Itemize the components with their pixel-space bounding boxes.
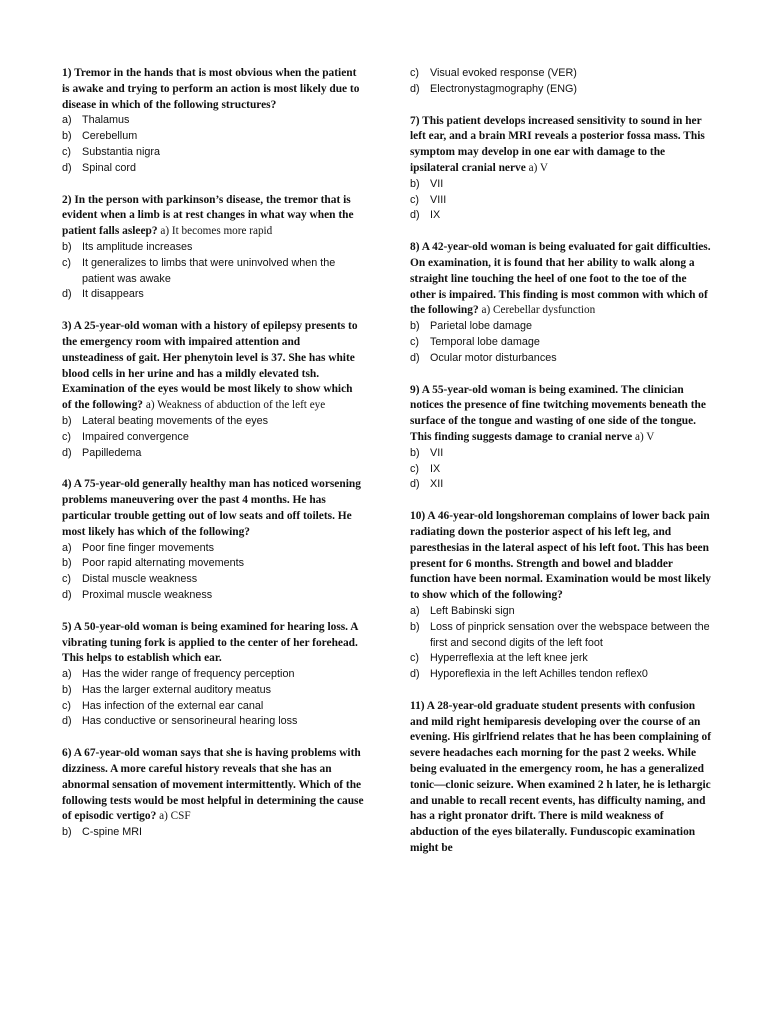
answer-option: b) Its amplitude increases (62, 240, 193, 253)
question-9 (410, 383, 712, 494)
answer-option: b) Has the larger external auditory meatus (62, 683, 272, 696)
answer-option: a) Thalamus (62, 114, 130, 127)
question-11 (410, 699, 712, 857)
answer-option: c) Has infection of the external ear canal (62, 699, 264, 712)
answer-option: d) Ocular motor disturbances (410, 351, 557, 364)
answer-options (410, 446, 712, 493)
answer-options (62, 825, 364, 841)
question-stem: 6) A 67-year-old woman says that she is having problems with dizziness. A more careful history reveals that she has an abnormal sensation of movement intermittently. Which of the following tests would be most helpful in determining the cause of episodic vertigo? a) CSF (62, 747, 364, 823)
question-1 (62, 66, 364, 177)
answer-option: d) Spinal cord (62, 161, 137, 174)
right-column (410, 66, 712, 873)
answer-option: c) Impaired convergence (62, 430, 189, 443)
question-6-continued (410, 66, 712, 98)
answer-option: d) Has conductive or sensorineural hearing loss (62, 715, 298, 728)
question-7 (410, 114, 712, 225)
question-10 (410, 509, 712, 683)
answer-option: c) Visual evoked response (VER) (410, 67, 577, 79)
inline-answer-option: a) Weakness of abduction of the left eye (145, 399, 326, 412)
question-3 (62, 319, 364, 461)
inline-answer-option: a) V (635, 430, 655, 443)
answer-options (62, 240, 364, 303)
answer-options (410, 66, 712, 98)
answer-options (62, 113, 364, 176)
answer-option: c) Distal muscle weakness (62, 573, 198, 586)
answer-option: c) Hyperreflexia at the left knee jerk (410, 652, 588, 665)
answer-option: d) Electronystagmography (ENG) (410, 82, 578, 95)
answer-option: d) Papilledema (62, 446, 142, 459)
answer-option: d) It disappears (62, 288, 144, 301)
question-stem: 9) A 55-year-old woman is being examined. The clinician notices the presence of fine twitching movements beneath the surface of the tongue and wasting of one side of the tongue. This finding suggests damage to cranial nerve a) V (410, 383, 706, 443)
answer-option: d) Hyporeflexia in the left Achilles tendon reflex0 (410, 668, 648, 681)
question-stem: 5) A 50-year-old woman is being examined for hearing loss. A vibrating tuning fork is applied to the center of her forehead. This helps to establish which ear. (62, 620, 358, 665)
answer-options (62, 541, 364, 604)
answer-option: a) Poor fine finger movements (62, 541, 215, 554)
left-column (62, 66, 364, 857)
answer-option: b) Cerebellum (62, 130, 138, 143)
answer-option: a) Has the wider range of frequency perception (62, 668, 295, 681)
answer-option: d) Proximal muscle weakness (62, 588, 213, 601)
answer-options (410, 319, 712, 366)
question-stem: 1) Tremor in the hands that is most obvious when the patient is awake and trying to perform an action is most likely due to disease in which of the following structures? (62, 67, 360, 111)
answer-options (410, 177, 712, 224)
answer-option: c) It generalizes to limbs that were uninvolved when the patient was awake (62, 256, 336, 285)
question-stem: 4) A 75-year-old generally healthy man has noticed worsening problems maneuvering over the past 4 months. He has particular trouble getting out of low seats and off toilets. He most likely has which of the following? (62, 478, 361, 538)
answer-option: c) Substantia nigra (62, 145, 161, 158)
question-4 (62, 477, 364, 603)
answer-options (410, 604, 712, 683)
question-stem: 11) A 28-year-old graduate student presents with confusion and mild right hemiparesis developing over the course of an evening. His girlfriend relates that he has been complaining of severe headaches each morning for the past 2 weeks. While being evaluated in the emergency room, he has a generalized tonic—clonic seizure. When examined 2 h later, he is lethargic and unable to recall recent events, has difficulty naming, and has a right pronator drift. There is mild weakness of abduction of the eyes bilaterally. Funduscopic examination might be (410, 699, 712, 855)
inline-answer-option: a) Cerebellar dysfunction (481, 304, 596, 317)
answer-option: b) Poor rapid alternating movements (62, 557, 245, 570)
question-8 (410, 240, 712, 366)
inline-answer-option: a) CSF (159, 810, 191, 823)
answer-options (62, 667, 364, 730)
answer-option: b) Parietal lobe damage (410, 320, 533, 333)
question-5 (62, 620, 364, 731)
answer-option: c) VIII (410, 193, 447, 206)
question-stem: 3) A 25-year-old woman with a history of epilepsy presents to the emergency room with impaired attention and unsteadiness of gait. Her phenytoin level is 37. She has white blood cells in her urine and has a mildly elevated tsh. Examination of the eyes would be most likely to show which of the following? a) Weakness of abduction of the left eye (62, 320, 358, 412)
question-6 (62, 746, 364, 841)
answer-option: b) C-spine MRI (62, 826, 142, 839)
answer-option: a) Left Babinski sign (410, 604, 515, 617)
answer-option: c) IX (410, 462, 441, 475)
answer-option: b) VII (410, 446, 444, 459)
question-2 (62, 193, 364, 304)
answer-option: c) Temporal lobe damage (410, 335, 540, 348)
answer-option: d) XII (410, 478, 444, 491)
answer-options (62, 414, 364, 461)
question-stem: 2) In the person with parkinson’s disease, the tremor that is evident when a limb is at rest changes in what way when the patient falls asleep? a) It becomes more rapid (62, 193, 354, 238)
answer-option: b) VII (410, 177, 444, 190)
question-stem: 10) A 46-year-old longshoreman complains of lower back pain radiating down the posterior aspect of his left leg, and paresthesias in the lateral aspect of his left foot. This has been present for 6 months. Strength and bowel and bladder function have been normal. Examination would be most likely to show which of the following? (410, 510, 711, 602)
answer-option: d) IX (410, 209, 441, 222)
question-stem: 7) This patient develops increased sensitivity to sound in her left ear, and a brain MRI reveals a posterior fossa mass. This symptom may develop in one ear with damage to the ipsilateral cranial nerve a) V (410, 114, 705, 174)
question-stem: 8) A 42-year-old woman is being evaluated for gait difficulties. On examination, it is found that her ability to walk along a straight line touching the heel of one foot to the toe of the other is impaired. This finding is most common with which of the following? a) Cerebellar dysfunction (410, 241, 711, 317)
inline-answer-option: a) It becomes more rapid (160, 225, 273, 238)
answer-option: b) Loss of pinprick sensation over the webspace between the first and second digits of the left foot (410, 620, 710, 649)
inline-answer-option: a) V (528, 161, 549, 174)
answer-option: b) Lateral beating movements of the eyes (62, 414, 269, 427)
